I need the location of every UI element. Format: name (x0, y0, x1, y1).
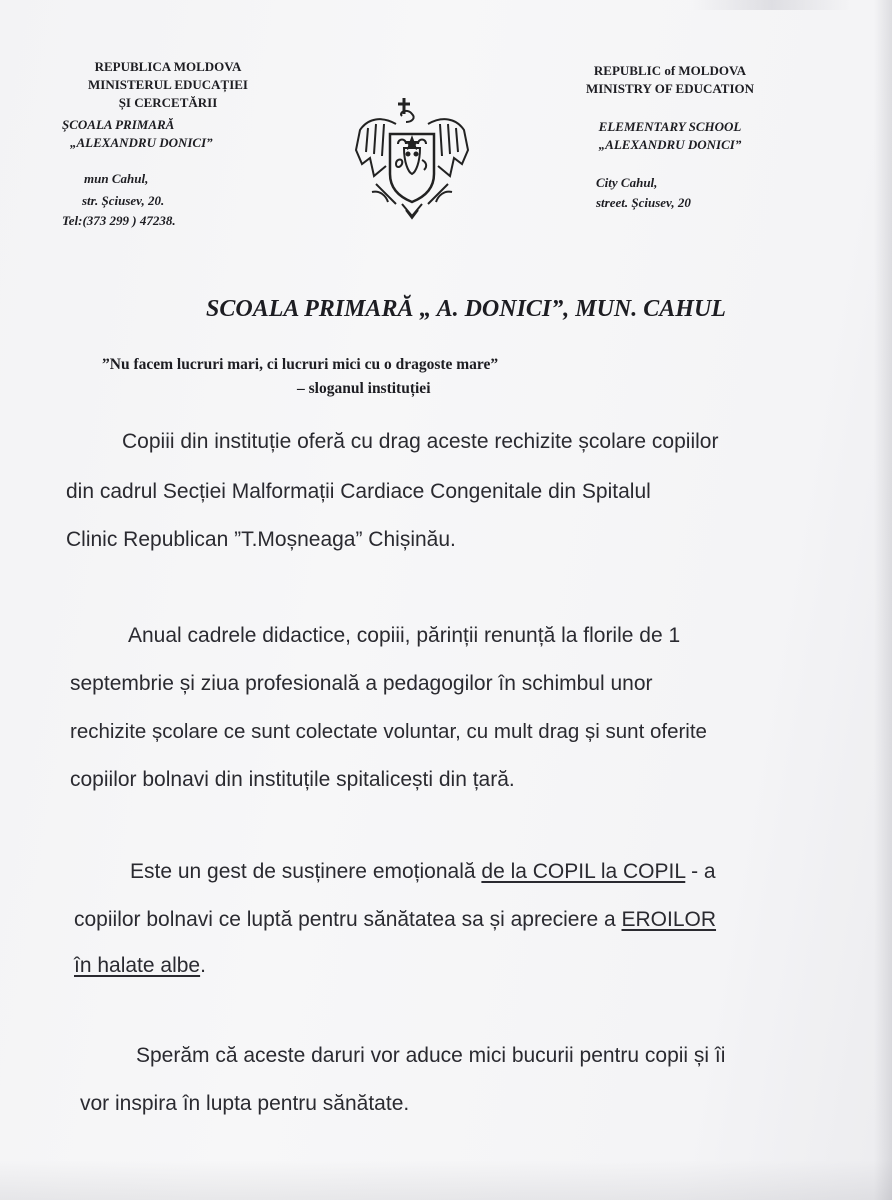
document-title: SCOALA PRIMARĂ „ A. DONICI”, MUN. CAHUL (206, 296, 726, 322)
paragraph-2-line-4: copiilor bolnavi din instituțile spitalicești din țară. (70, 768, 515, 791)
paragraph-3-line-1-text: Este un gest de susținere emoțională (130, 860, 482, 883)
paragraph-3-line-3 (74, 954, 206, 978)
header-left-ministry (62, 58, 274, 112)
paragraph-3-line-1-tail: - a (685, 860, 716, 883)
header-left-address (62, 170, 272, 230)
header-right-school (555, 118, 785, 154)
header-left-school-type: ȘCOALA PRIMARĂ (62, 117, 175, 132)
underlined-white-coats: în halate albe (74, 954, 201, 977)
header-left-country: REPUBLICA MOLDOVA (94, 59, 242, 74)
paragraph-3-line-2 (74, 908, 716, 932)
header-right-ministry-name: MINISTRY OF EDUCATION (585, 81, 755, 96)
coat-of-arms-emblem (346, 92, 478, 224)
header-right-address (596, 174, 796, 212)
paragraph-4-line-1: Sperăm că aceste daruri vor aduce mici bucurii pentru copii și îi (136, 1044, 726, 1067)
paragraph-3-line-1 (130, 860, 716, 884)
underlined-child-to-child: de la COPIL la COPIL (481, 860, 686, 883)
header-right-school-type: ELEMENTARY SCHOOL (598, 119, 742, 134)
motto-source: – sloganul instituției (297, 380, 431, 397)
header-left-street: str. Șciusev, 20. (82, 193, 165, 208)
header-left-city: mun Cahul, (84, 171, 149, 186)
header-left-ministry-name: MINISTERUL EDUCAȚIEI (87, 77, 248, 92)
header-left-phone: Tel:(373 299 ) 47238. (62, 213, 176, 228)
header-right-country: REPUBLIC of MOLDOVA (593, 63, 747, 78)
page-bottom-shadow (0, 1160, 892, 1200)
header-left-school (62, 116, 242, 152)
header-left-ministry-name-2: ȘI CERCETĂRII (118, 95, 218, 110)
header-right-city: City Cahul, (596, 175, 658, 190)
motto-quote: ”Nu facem lucruri mari, ci lucruri mici cu o dragoste mare” (102, 356, 499, 373)
paragraph-1-line-2: din cadrul Secției Malformații Cardiace Congenitale din Spitalul (66, 480, 651, 503)
paragraph-2-line-2: septembrie și ziua profesională a pedagogilor în schimbul unor (70, 672, 653, 695)
paper-bleed-mark (692, 0, 852, 10)
paragraph-2-line-3: rechizite școlare ce sunt colectate voluntar, cu mult drag și sunt oferite (70, 720, 707, 743)
header-left-school-name: „ALEXANDRU DONICI” (70, 135, 213, 150)
paragraph-4-line-2: vor inspira în lupta pentru sănătate. (80, 1092, 410, 1115)
header-right-street: street. Șciusev, 20 (596, 195, 691, 210)
paragraph-1-line-3: Clinic Republican ”T.Moșneaga” Chișinău. (66, 528, 456, 551)
paragraph-3-line-3-tail: . (200, 954, 206, 977)
header-right-ministry (555, 62, 785, 98)
paragraph-3-line-2-text: copiilor bolnavi ce luptă pentru sănătatea sa și apreciere a (74, 908, 622, 931)
paragraph-2-line-1: Anual cadrele didactice, copiii, părinții renunță la florile de 1 (128, 624, 681, 647)
underlined-heroes: EROILOR (621, 908, 717, 931)
page-edge-shadow (874, 0, 892, 1200)
header-right-school-name: „ALEXANDRU DONICI” (598, 137, 742, 152)
paragraph-1-line-1: Copiii din instituție oferă cu drag aceste rechizite școlare copiilor (122, 430, 719, 453)
